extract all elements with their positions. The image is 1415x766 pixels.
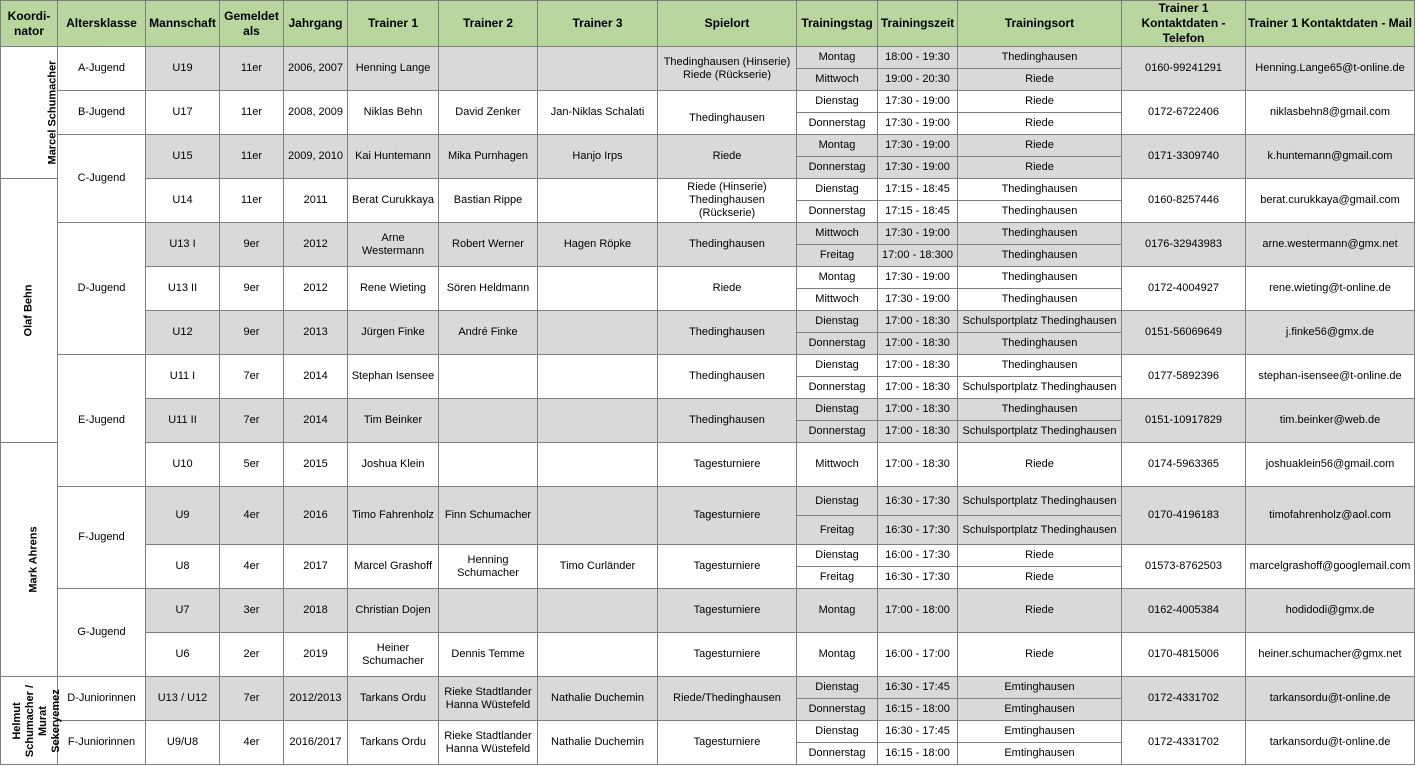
mail-cell: joshuaklein56@gmail.com: [1246, 443, 1415, 487]
header-trainingszeit: Trainingszeit: [878, 1, 958, 47]
trainer2-cell: Finn Schumacher: [439, 487, 538, 545]
trainer2-cell: Rieke Stadtlander Hanna Wüstefeld: [439, 721, 538, 765]
mannschaft-cell: U13 / U12: [146, 677, 220, 721]
trainingszeit-cell: 16:30 - 17:30: [878, 567, 958, 589]
mannschaft-cell: U19: [146, 47, 220, 91]
telefon-cell: 0172-6722406: [1122, 91, 1246, 135]
telefon-cell: 0170-4815006: [1122, 633, 1246, 677]
mannschaft-cell: U13 I: [146, 223, 220, 267]
trainingszeit-cell: 16:30 - 17:45: [878, 721, 958, 743]
trainingsort-cell: Schulsportplatz Thedinghausen: [958, 311, 1122, 333]
jahrgang-cell: 2014: [284, 355, 348, 399]
table-row: [1, 545, 1415, 567]
header-trainingstag: Trainingstag: [797, 1, 878, 47]
trainer1-cell: Tarkans Ordu: [348, 677, 439, 721]
altersklasse-cell: B-Jugend: [58, 91, 146, 135]
trainingszeit-cell: 17:00 - 18:30: [878, 377, 958, 399]
trainer2-cell: Henning Schumacher: [439, 545, 538, 589]
trainingsort-cell: Thedinghausen: [958, 47, 1122, 69]
trainer1-cell: Stephan Isensee: [348, 355, 439, 399]
telefon-cell: 0160-8257446: [1122, 179, 1246, 223]
jahrgang-cell: 2009, 2010: [284, 135, 348, 179]
trainer3-cell: [538, 355, 658, 399]
gemeldet-cell: 2er: [220, 633, 284, 677]
trainer1-cell: Timo Fahrenholz: [348, 487, 439, 545]
trainingszeit-cell: 17:30 - 19:00: [878, 223, 958, 245]
trainingsort-cell: Thedinghausen: [958, 245, 1122, 267]
gemeldet-cell: 9er: [220, 267, 284, 311]
trainer3-cell: [538, 633, 658, 677]
trainingsort-cell: Schulsportplatz Thedinghausen: [958, 377, 1122, 399]
trainingszeit-cell: 17:30 - 19:00: [878, 113, 958, 135]
jahrgang-cell: 2019: [284, 633, 348, 677]
gemeldet-cell: 5er: [220, 443, 284, 487]
trainingszeit-cell: 19:00 - 20:30: [878, 69, 958, 91]
trainingstag-cell: Mittwoch: [797, 69, 878, 91]
trainingszeit-cell: 17:00 - 18:300: [878, 245, 958, 267]
telefon-cell: 0160-99241291: [1122, 47, 1246, 91]
trainingstag-cell: Dienstag: [797, 721, 878, 743]
table-row: [1, 633, 1415, 677]
mannschaft-cell: U11 I: [146, 355, 220, 399]
trainingsort-cell: Thedinghausen: [958, 223, 1122, 245]
mannschaft-cell: U9/U8: [146, 721, 220, 765]
trainingsort-cell: Riede: [958, 589, 1122, 633]
trainingsort-cell: Emtinghausen: [958, 677, 1122, 699]
spielort-cell: Tagesturniere: [658, 721, 797, 765]
mail-cell: hodidodi@gmx.de: [1246, 589, 1415, 633]
gemeldet-cell: 11er: [220, 91, 284, 135]
trainingsort-cell: Riede: [958, 157, 1122, 179]
trainingstag-cell: Donnerstag: [797, 377, 878, 399]
trainer3-cell: Timo Curländer: [538, 545, 658, 589]
trainingstag-cell: Freitag: [797, 567, 878, 589]
trainingsort-cell: Emtinghausen: [958, 721, 1122, 743]
trainer2-cell: [439, 443, 538, 487]
trainer2-cell: [439, 47, 538, 91]
trainingsort-cell: Emtinghausen: [958, 743, 1122, 765]
mail-cell: timofahrenholz@aol.com: [1246, 487, 1415, 545]
gemeldet-cell: 7er: [220, 355, 284, 399]
trainer1-cell: Niklas Behn: [348, 91, 439, 135]
mail-cell: k.huntemann@gmail.com: [1246, 135, 1415, 179]
mannschaft-cell: U11 II: [146, 399, 220, 443]
mannschaft-cell: U8: [146, 545, 220, 589]
telefon-cell: 0172-4331702: [1122, 721, 1246, 765]
altersklasse-cell: C-Jugend: [58, 135, 146, 223]
telefon-cell: 01573-8762503: [1122, 545, 1246, 589]
spielort-cell: Riede (Hinserie) Thedinghausen (Rückserie): [658, 179, 797, 223]
trainer3-cell: [538, 267, 658, 311]
header-koordinator: Koordi-nator: [1, 1, 58, 47]
trainingsort-cell: Riede: [958, 633, 1122, 677]
trainingsort-cell: Riede: [958, 545, 1122, 567]
trainingsort-cell: Riede: [958, 69, 1122, 91]
trainingstag-cell: Mittwoch: [797, 443, 878, 487]
header-row: [1, 1, 1415, 47]
trainingszeit-cell: 17:00 - 18:00: [878, 589, 958, 633]
jahrgang-cell: 2017: [284, 545, 348, 589]
gemeldet-cell: 3er: [220, 589, 284, 633]
trainer3-cell: Hanjo Irps: [538, 135, 658, 179]
trainer2-cell: Sören Heldmann: [439, 267, 538, 311]
trainer2-cell: [439, 399, 538, 443]
spielort-cell: Tagesturniere: [658, 443, 797, 487]
header-gemeldet: Gemeldet als: [220, 1, 284, 47]
mail-cell: tim.beinker@web.de: [1246, 399, 1415, 443]
trainer3-cell: [538, 487, 658, 545]
spielort-cell: Tagesturniere: [658, 589, 797, 633]
mannschaft-cell: U7: [146, 589, 220, 633]
spielort-cell: Thedinghausen: [658, 355, 797, 399]
gemeldet-cell: 4er: [220, 545, 284, 589]
header-trainer3: Trainer 3: [538, 1, 658, 47]
trainingstag-cell: Donnerstag: [797, 743, 878, 765]
trainingstag-cell: Dienstag: [797, 311, 878, 333]
trainer3-cell: [538, 311, 658, 355]
trainer3-cell: Nathalie Duchemin: [538, 721, 658, 765]
trainer2-cell: [439, 355, 538, 399]
mannschaft-cell: U13 II: [146, 267, 220, 311]
table-row: [1, 267, 1415, 289]
trainingszeit-cell: 17:00 - 18:30: [878, 333, 958, 355]
trainingszeit-cell: 17:00 - 18:30: [878, 399, 958, 421]
header-trainer1: Trainer 1: [348, 1, 439, 47]
mail-cell: Henning.Lange65@t-online.de: [1246, 47, 1415, 91]
trainingstag-cell: Dienstag: [797, 677, 878, 699]
jahrgang-cell: 2015: [284, 443, 348, 487]
mail-cell: tarkansordu@t-online.de: [1246, 721, 1415, 765]
trainer1-cell: Arne Westermann: [348, 223, 439, 267]
trainingstag-cell: Dienstag: [797, 487, 878, 516]
trainer2-cell: David Zenker: [439, 91, 538, 135]
table-row: [1, 589, 1415, 633]
trainingsort-cell: Riede: [958, 113, 1122, 135]
telefon-cell: 0151-56069649: [1122, 311, 1246, 355]
header-telefon: Trainer 1 Kontaktdaten - Telefon: [1122, 1, 1246, 47]
mail-cell: berat.curukkaya@gmail.com: [1246, 179, 1415, 223]
telefon-cell: 0172-4004927: [1122, 267, 1246, 311]
spielort-cell: Thedinghausen: [658, 91, 797, 135]
mail-cell: heiner.schumacher@gmx.net: [1246, 633, 1415, 677]
header-trainingsort: Trainingsort: [958, 1, 1122, 47]
table-row: [1, 399, 1415, 421]
trainer2-cell: André Finke: [439, 311, 538, 355]
trainer1-cell: Marcel Grashoff: [348, 545, 439, 589]
trainingstag-cell: Montag: [797, 47, 878, 69]
trainingszeit-cell: 17:30 - 19:00: [878, 91, 958, 113]
trainingszeit-cell: 17:15 - 18:45: [878, 179, 958, 201]
trainingstag-cell: Dienstag: [797, 355, 878, 377]
spielort-cell: Tagesturniere: [658, 487, 797, 545]
table-row: [1, 311, 1415, 333]
mail-cell: arne.westermann@gmx.net: [1246, 223, 1415, 267]
spielort-cell: Thedinghausen: [658, 399, 797, 443]
trainingszeit-cell: 17:15 - 18:45: [878, 201, 958, 223]
header-mail: Trainer 1 Kontaktdaten - Mail: [1246, 1, 1415, 47]
trainingszeit-cell: 17:30 - 19:00: [878, 135, 958, 157]
spielort-cell: Thedinghausen: [658, 223, 797, 267]
gemeldet-cell: 9er: [220, 311, 284, 355]
trainingsort-cell: Thedinghausen: [958, 201, 1122, 223]
mail-cell: stephan-isensee@t-online.de: [1246, 355, 1415, 399]
jahrgang-cell: 2012: [284, 267, 348, 311]
gemeldet-cell: 4er: [220, 721, 284, 765]
spielort-cell: Riede: [658, 135, 797, 179]
trainer1-cell: Kai Huntemann: [348, 135, 439, 179]
telefon-cell: 0174-5963365: [1122, 443, 1246, 487]
trainer3-cell: [538, 399, 658, 443]
trainingszeit-cell: 17:00 - 18:30: [878, 311, 958, 333]
koordinator-cell: Marcel Schumacher: [1, 47, 58, 179]
mannschaft-cell: U6: [146, 633, 220, 677]
table-row: [1, 487, 1415, 516]
table-row: [1, 677, 1415, 699]
table-row: [1, 355, 1415, 377]
jahrgang-cell: 2016: [284, 487, 348, 545]
trainingsort-cell: Riede: [958, 567, 1122, 589]
trainer1-cell: Henning Lange: [348, 47, 439, 91]
trainingsort-cell: Thedinghausen: [958, 179, 1122, 201]
trainingsort-cell: Thedinghausen: [958, 399, 1122, 421]
table-row: [1, 135, 1415, 157]
jahrgang-cell: 2018: [284, 589, 348, 633]
altersklasse-cell: D-Jugend: [58, 223, 146, 355]
mail-cell: j.finke56@gmx.de: [1246, 311, 1415, 355]
trainer1-cell: Rene Wieting: [348, 267, 439, 311]
table-row: [1, 721, 1415, 743]
jahrgang-cell: 2013: [284, 311, 348, 355]
telefon-cell: 0171-3309740: [1122, 135, 1246, 179]
header-mannschaft: Mannschaft: [146, 1, 220, 47]
trainer1-cell: Tarkans Ordu: [348, 721, 439, 765]
trainingsort-cell: Thedinghausen: [958, 333, 1122, 355]
trainingstag-cell: Mittwoch: [797, 223, 878, 245]
trainingstag-cell: Freitag: [797, 516, 878, 545]
telefon-cell: 0170-4196183: [1122, 487, 1246, 545]
trainer3-cell: [538, 589, 658, 633]
trainingstag-cell: Donnerstag: [797, 333, 878, 355]
trainingstag-cell: Dienstag: [797, 399, 878, 421]
trainingsort-cell: Schulsportplatz Thedinghausen: [958, 516, 1122, 545]
header-altersklasse: Altersklasse: [58, 1, 146, 47]
spielort-cell: Tagesturniere: [658, 633, 797, 677]
altersklasse-cell: D-Juniorinnen: [58, 677, 146, 721]
gemeldet-cell: 11er: [220, 179, 284, 223]
altersklasse-cell: G-Jugend: [58, 589, 146, 677]
telefon-cell: 0176-32943983: [1122, 223, 1246, 267]
trainer1-cell: Tim Beinker: [348, 399, 439, 443]
trainingstag-cell: Donnerstag: [797, 421, 878, 443]
trainingszeit-cell: 17:30 - 19:00: [878, 157, 958, 179]
koordinator-cell: Olaf Behn: [1, 179, 58, 443]
trainingsort-cell: Schulsportplatz Thedinghausen: [958, 421, 1122, 443]
mannschaft-cell: U15: [146, 135, 220, 179]
trainer1-cell: Heiner Schumacher: [348, 633, 439, 677]
trainer2-cell: Dennis Temme: [439, 633, 538, 677]
trainingstag-cell: Dienstag: [797, 91, 878, 113]
trainer3-cell: Hagen Röpke: [538, 223, 658, 267]
table-row: [1, 47, 1415, 69]
trainingszeit-cell: 18:00 - 19:30: [878, 47, 958, 69]
trainingsort-cell: Riede: [958, 443, 1122, 487]
jahrgang-cell: 2012: [284, 223, 348, 267]
mail-cell: tarkansordu@t-online.de: [1246, 677, 1415, 721]
trainer1-cell: Joshua Klein: [348, 443, 439, 487]
koordinator-cell: Mark Ahrens: [1, 443, 58, 677]
gemeldet-cell: 7er: [220, 399, 284, 443]
telefon-cell: 0177-5892396: [1122, 355, 1246, 399]
trainer1-cell: Jürgen Finke: [348, 311, 439, 355]
table-row: [1, 223, 1415, 245]
trainingsort-cell: Thedinghausen: [958, 289, 1122, 311]
mail-cell: niklasbehn8@gmail.com: [1246, 91, 1415, 135]
altersklasse-cell: F-Juniorinnen: [58, 721, 146, 765]
mannschaft-cell: U12: [146, 311, 220, 355]
trainingszeit-cell: 16:00 - 17:30: [878, 545, 958, 567]
spielort-cell: Riede/Thedinghausen: [658, 677, 797, 721]
mannschaft-cell: U14: [146, 179, 220, 223]
trainingstag-cell: Mittwoch: [797, 289, 878, 311]
trainer3-cell: [538, 47, 658, 91]
spielort-cell: Thedinghausen: [658, 311, 797, 355]
trainer3-cell: [538, 179, 658, 223]
gemeldet-cell: 9er: [220, 223, 284, 267]
jahrgang-cell: 2011: [284, 179, 348, 223]
trainer2-cell: Rieke Stadtlander Hanna Wüstefeld: [439, 677, 538, 721]
trainer3-cell: Nathalie Duchemin: [538, 677, 658, 721]
header-trainer2: Trainer 2: [439, 1, 538, 47]
trainer2-cell: Robert Werner: [439, 223, 538, 267]
table-row: [1, 443, 1415, 487]
telefon-cell: 0151-10917829: [1122, 399, 1246, 443]
trainingstag-cell: Montag: [797, 633, 878, 677]
jahrgang-cell: 2016/2017: [284, 721, 348, 765]
trainer1-cell: Berat Curukkaya: [348, 179, 439, 223]
trainingstag-cell: Dienstag: [797, 545, 878, 567]
spielort-cell: Tagesturniere: [658, 545, 797, 589]
trainingstag-cell: Montag: [797, 267, 878, 289]
trainingstag-cell: Donnerstag: [797, 157, 878, 179]
altersklasse-cell: F-Jugend: [58, 487, 146, 589]
trainingszeit-cell: 17:00 - 18:30: [878, 355, 958, 377]
trainingszeit-cell: 16:15 - 18:00: [878, 743, 958, 765]
header-spielort: Spielort: [658, 1, 797, 47]
table-row: [1, 179, 1415, 201]
trainingszeit-cell: 16:00 - 17:00: [878, 633, 958, 677]
trainingszeit-cell: 16:15 - 18:00: [878, 699, 958, 721]
trainingstag-cell: Dienstag: [797, 179, 878, 201]
mannschaft-cell: U10: [146, 443, 220, 487]
jahrgang-cell: 2006, 2007: [284, 47, 348, 91]
koordinator-cell: Helmut Schumacher / Murat Sekeryemez: [1, 677, 58, 765]
trainingstag-cell: Freitag: [797, 245, 878, 267]
mail-cell: rene.wieting@t-online.de: [1246, 267, 1415, 311]
mannschaft-cell: U17: [146, 91, 220, 135]
trainingsort-cell: Thedinghausen: [958, 267, 1122, 289]
trainingstag-cell: Montag: [797, 589, 878, 633]
trainingsort-cell: Riede: [958, 91, 1122, 113]
table-row: [1, 91, 1415, 113]
trainingszeit-cell: 17:00 - 18:30: [878, 421, 958, 443]
gemeldet-cell: 11er: [220, 47, 284, 91]
trainingszeit-cell: 17:30 - 19:00: [878, 289, 958, 311]
altersklasse-cell: E-Jugend: [58, 355, 146, 487]
trainer3-cell: [538, 443, 658, 487]
trainingsort-cell: Thedinghausen: [958, 355, 1122, 377]
trainer2-cell: Bastian Rippe: [439, 179, 538, 223]
jahrgang-cell: 2014: [284, 399, 348, 443]
gemeldet-cell: 7er: [220, 677, 284, 721]
trainer1-cell: Christian Dojen: [348, 589, 439, 633]
trainer3-cell: Jan-Niklas Schalati: [538, 91, 658, 135]
gemeldet-cell: 4er: [220, 487, 284, 545]
telefon-cell: 0172-4331702: [1122, 677, 1246, 721]
spielort-cell: Riede: [658, 267, 797, 311]
header-jahrgang: Jahrgang: [284, 1, 348, 47]
gemeldet-cell: 11er: [220, 135, 284, 179]
trainer2-cell: [439, 589, 538, 633]
trainingszeit-cell: 17:00 - 18:30: [878, 443, 958, 487]
altersklasse-cell: A-Jugend: [58, 47, 146, 91]
trainingstag-cell: Donnerstag: [797, 699, 878, 721]
trainingszeit-cell: 16:30 - 17:30: [878, 487, 958, 516]
jahrgang-cell: 2008, 2009: [284, 91, 348, 135]
trainingstag-cell: Montag: [797, 135, 878, 157]
spielort-cell: Thedinghausen (Hinserie) Riede (Rückserie): [658, 47, 797, 91]
trainingsort-cell: Schulsportplatz Thedinghausen: [958, 487, 1122, 516]
trainingszeit-cell: 17:30 - 19:00: [878, 267, 958, 289]
trainingstag-cell: Donnerstag: [797, 113, 878, 135]
mail-cell: marcelgrashoff@googlemail.com: [1246, 545, 1415, 589]
trainingstag-cell: Donnerstag: [797, 201, 878, 223]
trainingszeit-cell: 16:30 - 17:45: [878, 677, 958, 699]
jahrgang-cell: 2012/2013: [284, 677, 348, 721]
telefon-cell: 0162-4005384: [1122, 589, 1246, 633]
trainingsort-cell: Emtinghausen: [958, 699, 1122, 721]
trainingsort-cell: Riede: [958, 135, 1122, 157]
trainer2-cell: Mika Purnhagen: [439, 135, 538, 179]
mannschaft-cell: U9: [146, 487, 220, 545]
trainingszeit-cell: 16:30 - 17:30: [878, 516, 958, 545]
